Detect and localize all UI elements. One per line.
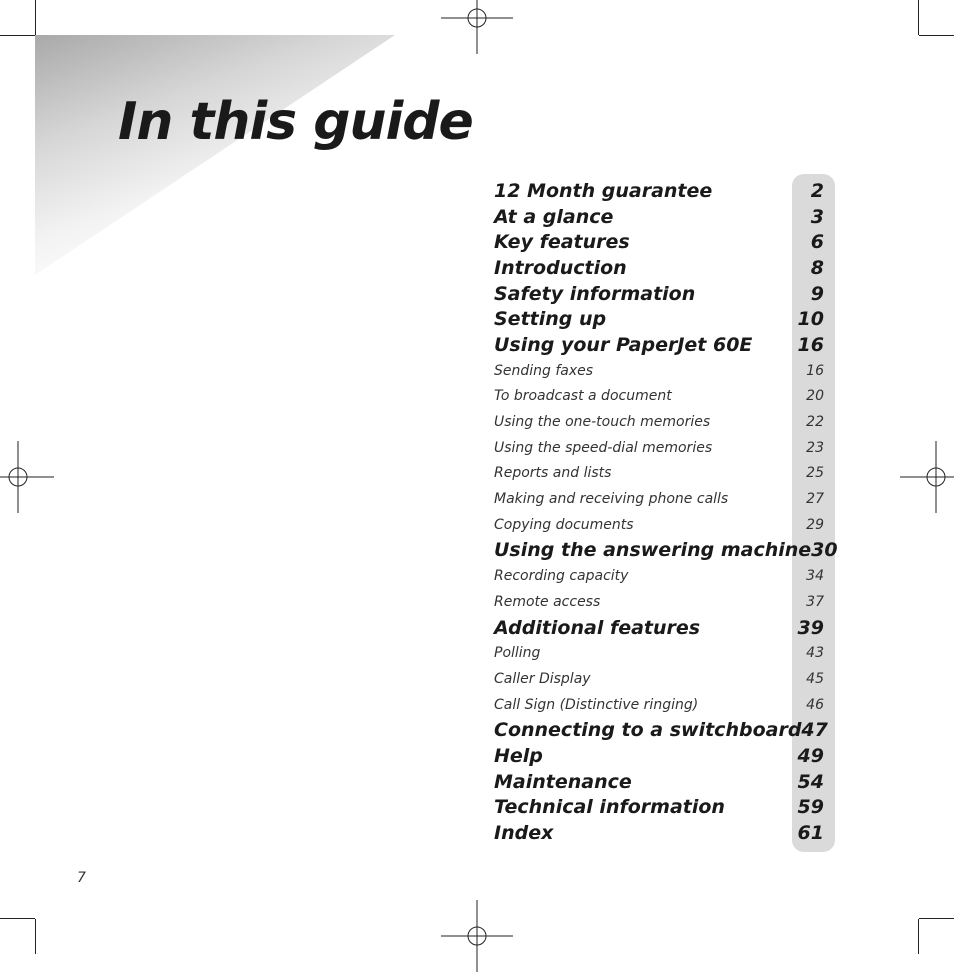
toc-entry-label: Using your PaperJet 60E (494, 333, 753, 356)
page-number: 7 (77, 870, 86, 886)
table-of-contents (494, 178, 838, 846)
crop-mark (35, 919, 36, 954)
toc-entry-label: Sending faxes (494, 362, 594, 379)
toc-entry-page: 54 (797, 770, 824, 793)
registration-mark-icon (441, 900, 513, 972)
toc-entry[interactable] (494, 640, 824, 666)
toc-entry-page: 6 (810, 231, 824, 254)
toc-entry-page: 22 (806, 414, 824, 431)
toc-entry[interactable] (494, 409, 824, 435)
toc-entry[interactable] (494, 743, 824, 769)
registration-mark-icon (441, 0, 513, 54)
toc-entry-page: 47 (801, 719, 828, 742)
toc-entry-label: Copying documents (494, 516, 634, 533)
toc-entry-page: 27 (806, 491, 824, 508)
toc-entry-label: 12 Month guarantee (494, 179, 713, 202)
toc-entry[interactable] (494, 384, 824, 410)
crop-mark (919, 35, 954, 36)
toc-entry-page: 46 (806, 696, 824, 713)
toc-entry-page: 45 (806, 670, 824, 687)
registration-mark-icon (900, 441, 954, 513)
toc-entry[interactable] (494, 461, 824, 487)
toc-entry[interactable] (494, 538, 838, 564)
toc-entry[interactable] (494, 178, 824, 204)
toc-entry-page: 3 (810, 205, 824, 228)
crop-mark (0, 35, 35, 36)
toc-entry[interactable] (494, 486, 824, 512)
toc-entry-label: At a glance (494, 205, 614, 228)
crop-mark (35, 0, 36, 35)
toc-entry-page: 25 (806, 465, 824, 482)
toc-entry-label: Caller Display (494, 670, 591, 687)
toc-entry-label: Key features (494, 231, 630, 254)
crop-mark (918, 0, 919, 35)
toc-entry[interactable] (494, 358, 824, 384)
toc-entry-label: Call Sign (Distinctive ringing) (494, 696, 699, 713)
toc-entry-label: Safety information (494, 282, 696, 305)
toc-entry[interactable] (494, 435, 824, 461)
toc-entry[interactable] (494, 795, 824, 821)
toc-entry[interactable] (494, 769, 824, 795)
toc-entry[interactable] (494, 512, 824, 538)
toc-entry-label: Recording capacity (494, 568, 629, 585)
toc-entry-page: 9 (810, 282, 824, 305)
toc-entry-page: 16 (797, 333, 824, 356)
toc-entry-label: Making and receiving phone calls (494, 491, 729, 508)
toc-entry[interactable] (494, 563, 824, 589)
toc-entry[interactable] (494, 589, 824, 615)
toc-entry-page: 29 (806, 516, 824, 533)
toc-entry-page: 37 (806, 593, 824, 610)
toc-entry-page: 16 (806, 362, 824, 379)
toc-entry-label: Polling (494, 645, 541, 662)
toc-entry[interactable] (494, 306, 824, 332)
toc-entry-label: Connecting to a switchboard (494, 719, 802, 742)
toc-entry-label: Setting up (494, 308, 607, 331)
toc-entry[interactable] (494, 204, 824, 230)
toc-entry-label: Using the one-touch memories (494, 414, 711, 431)
toc-entry-label: To broadcast a document (494, 388, 672, 405)
toc-entry-label: Additional features (494, 616, 701, 639)
toc-entry-label: Using the speed-dial memories (494, 439, 713, 456)
toc-entry-label: Using the answering machine (494, 539, 812, 562)
toc-entry[interactable] (494, 820, 824, 846)
toc-entry-label: Index (494, 822, 554, 845)
toc-entry[interactable] (494, 229, 824, 255)
toc-entry[interactable] (494, 281, 824, 307)
toc-entry-label: Introduction (494, 256, 627, 279)
toc-entry-page: 23 (806, 439, 824, 456)
toc-entry[interactable] (494, 717, 828, 743)
toc-entry[interactable] (494, 692, 824, 718)
toc-entry-page: 20 (806, 388, 824, 405)
toc-entry-label: Help (494, 744, 543, 767)
toc-entry-page: 10 (797, 308, 824, 331)
toc-entry-page: 43 (806, 645, 824, 662)
toc-entry-label: Remote access (494, 593, 601, 610)
toc-entry-page: 34 (806, 568, 824, 585)
toc-entry[interactable] (494, 615, 824, 641)
toc-entry-page: 59 (797, 796, 824, 819)
toc-entry[interactable] (494, 332, 824, 358)
registration-mark-icon (0, 441, 54, 513)
toc-entry-page: 49 (797, 744, 824, 767)
crop-mark (918, 919, 919, 954)
toc-entry-page: 2 (810, 179, 824, 202)
corner-gradient-decoration (35, 35, 395, 275)
page-title: In this guide (118, 92, 473, 152)
toc-entry-label: Technical information (494, 796, 725, 819)
toc-entry[interactable] (494, 666, 824, 692)
toc-entry-page: 8 (810, 256, 824, 279)
toc-entry-page: 61 (797, 822, 824, 845)
toc-entry-label: Maintenance (494, 770, 632, 793)
crop-mark (0, 918, 35, 919)
toc-entry[interactable] (494, 255, 824, 281)
toc-entry-label: Reports and lists (494, 465, 612, 482)
toc-entry-page: 30 (811, 539, 838, 562)
crop-mark (919, 918, 954, 919)
toc-entry-page: 39 (797, 616, 824, 639)
